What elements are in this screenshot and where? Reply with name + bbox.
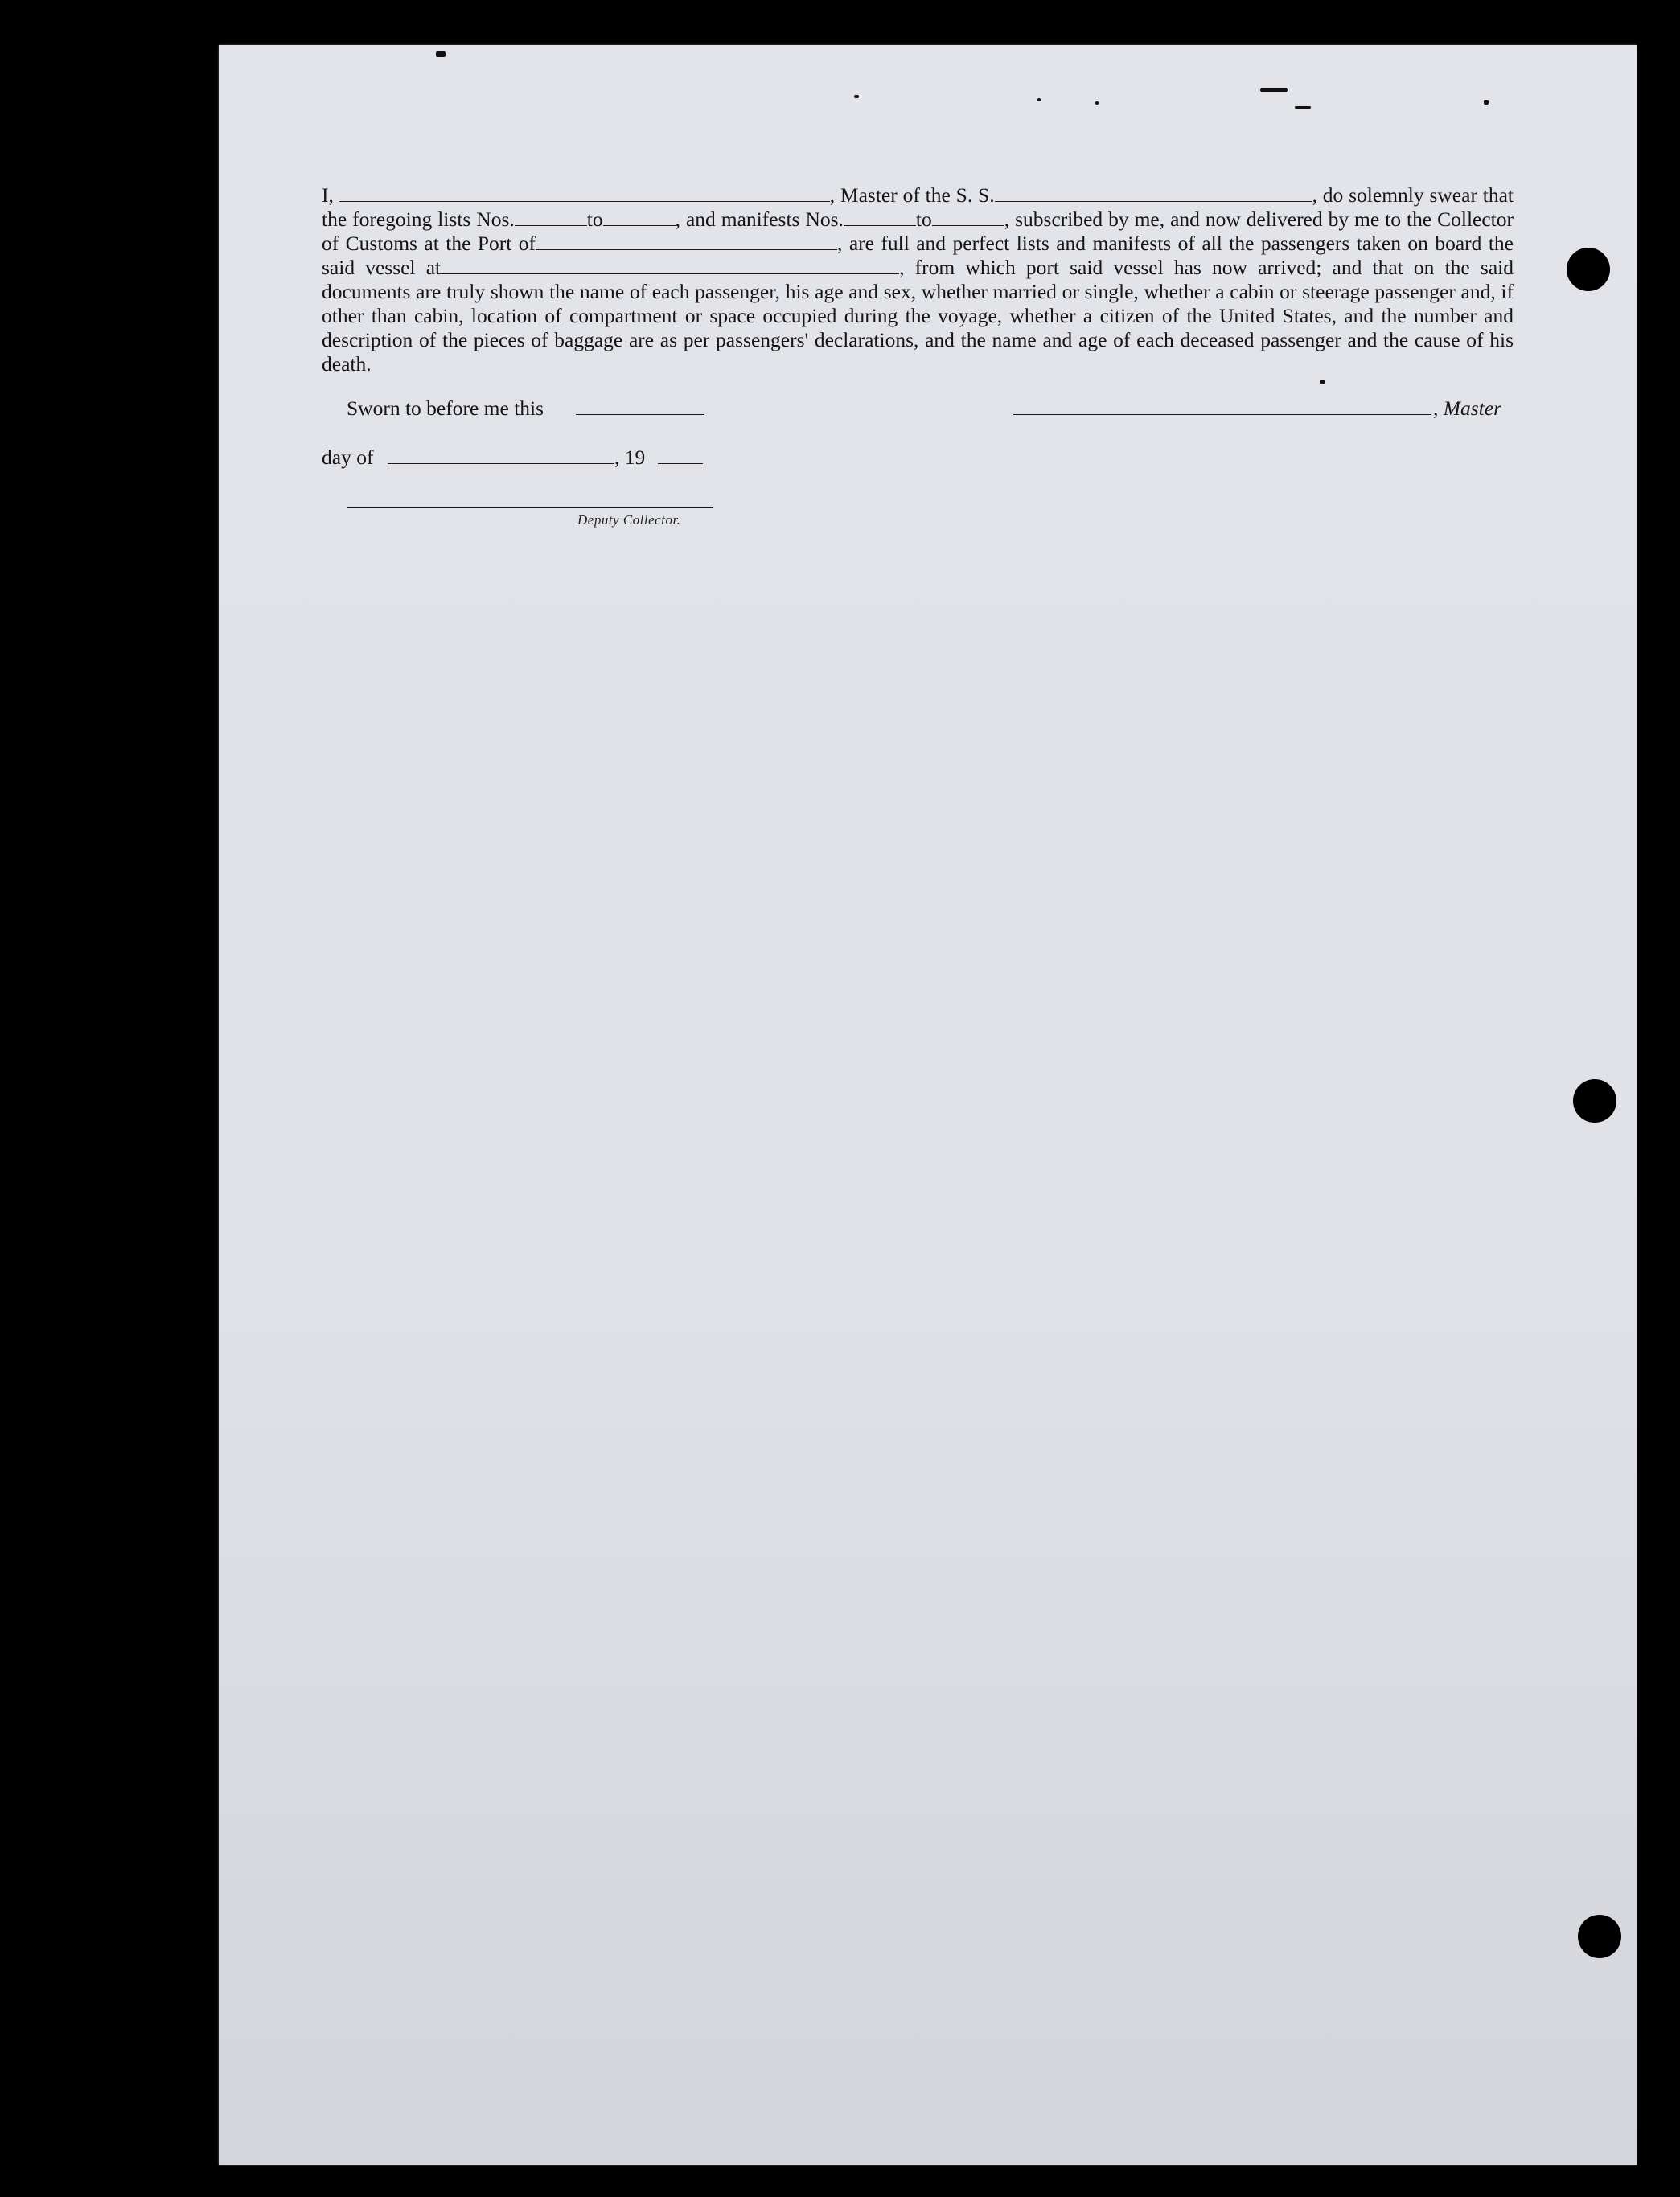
bleed-through-text (782, 119, 793, 141)
master-label: , Master (1433, 396, 1501, 420)
month-field[interactable] (388, 463, 614, 464)
manifests-from-field[interactable] (844, 209, 916, 226)
year-prefix-label: , 19 (614, 446, 646, 469)
master-name-field[interactable] (339, 185, 830, 202)
deputy-collector-label: Deputy Collector. (577, 512, 681, 528)
lists-from-field[interactable] (515, 209, 587, 226)
oath-text-9: , from which port said vessel has now arrived; and that on the said documents are truly shown the name of each passenger, his age and sex, whether married or single, whether a cabin or steerage passenger and, if other than cabin, location of compartment or space occupied during the voyage, whether a citizen of the United States, and the number and description of the pieces of baggage are as per passengers' declarations, and the name and age of each deceased passenger and the cause of his death. (322, 256, 1514, 376)
scan-speck (1484, 100, 1489, 105)
sworn-day-field[interactable] (576, 414, 704, 415)
vessel-name-field[interactable] (995, 185, 1312, 202)
master-signature-field[interactable] (1013, 414, 1431, 415)
scan-speck (436, 51, 446, 57)
manifests-to-field[interactable] (932, 209, 1004, 226)
oath-text-2: , Master of the S. S. (829, 183, 995, 207)
oath-paragraph (322, 183, 1514, 376)
punch-hole (1573, 1079, 1616, 1123)
scan-speck (1260, 88, 1288, 92)
lists-to-field[interactable] (603, 209, 676, 226)
punch-hole (1578, 1915, 1621, 1958)
deputy-signature-line[interactable] (347, 507, 713, 508)
port-of-arrival-field[interactable] (536, 233, 837, 250)
scan-speck (1037, 98, 1041, 101)
year-field[interactable] (658, 463, 703, 464)
scan-speck (1295, 106, 1311, 109)
oath-text-3: , do solemnly swear that the foregoing lists Nos. (322, 183, 1514, 231)
oath-text-6: to (915, 207, 932, 231)
oath-text-4: to (586, 207, 603, 231)
oath-text-1: I, (322, 183, 334, 207)
scan-speck (854, 95, 859, 98)
oath-text-8: , are full and perfect lists and manifests of all the passengers taken on board the said vessel at (322, 232, 1514, 279)
oath-text-7: , subscribed by me, and now delivered by me to the Collector of Customs at the Port of (322, 207, 1514, 255)
port-of-departure-field[interactable] (441, 257, 899, 274)
oath-text-5: , and manifests Nos. (675, 207, 844, 231)
punch-hole (1567, 248, 1610, 291)
scan-speck (1320, 380, 1325, 384)
day-of-label: day of (322, 446, 374, 469)
sworn-label: Sworn to before me this (347, 396, 544, 420)
scan-speck (1095, 101, 1099, 105)
